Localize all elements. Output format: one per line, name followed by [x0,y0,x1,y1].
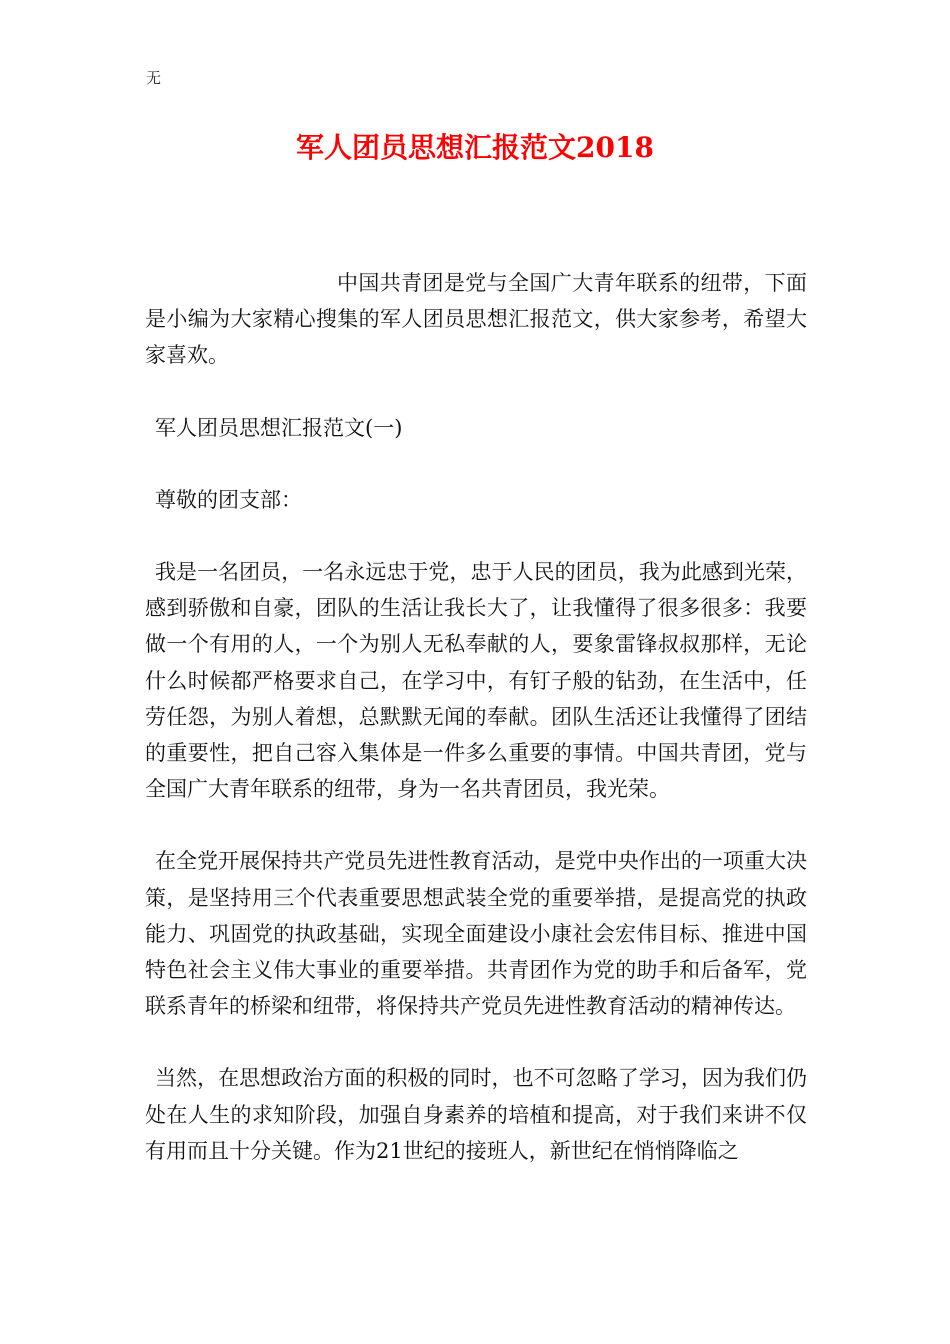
section-heading: 军人团员思想汇报范文(一) [155,415,403,440]
document-title: 军人团员思想汇报范文2018 [296,131,654,164]
body-paragraph: 我是一名团员，一名永远忠于党，忠于人民的团员，我为此感到光荣，感到骄傲和自豪，团队的生活让我长大了，让我懂得了很多很多：我要做一个有用的人，一个为别人无私奉献的人，要象雷锋叔叔那样，无论什么时候都严格要求自己，在学习中，有钉子般的钻劲，在生活中，任劳任怨，为别人着想，总默默无闻的奉献。团队生活还让我懂得了团结的重要性，把自己容入集体是一件多么重要的事情。中国共青团，党与全国广大青年联系的纽带，身为一名共青团员，我光荣。 [145,560,807,802]
header-mark: 无 [146,69,162,87]
intro-paragraph: 中国共青团是党与全国广大青年联系的纽带，下面是小编为大家精心搜集的军人团员思想汇报范文，供大家参考，希望大家喜欢。 [145,271,807,368]
body-paragraph: 当然，在思想政治方面的积极的同时，也不可忽略了学习，因为我们仍处在人生的求知阶段，加强自身素养的培植和提高，对于我们来讲不仅有用而且十分关键。作为21世纪的接班人，新世纪在悄悄降临之 [145,1066,807,1163]
document-body [145,265,807,1205]
body-paragraph: 在全党开展保持共产党员先进性教育活动，是党中央作出的一项重大决策，是坚持用三个代表重要思想武装全党的重要举措，是提高党的执政能力、巩固党的执政基础，实现全面建设小康社会宏伟目标、推进中国特色社会主义伟大事业的重要举措。共青团作为党的助手和后备军，党联系青年的桥梁和纽带，将保持共产党员先进性教育活动的精神传达。 [145,849,807,1019]
salutation: 尊敬的团支部： [155,487,302,512]
